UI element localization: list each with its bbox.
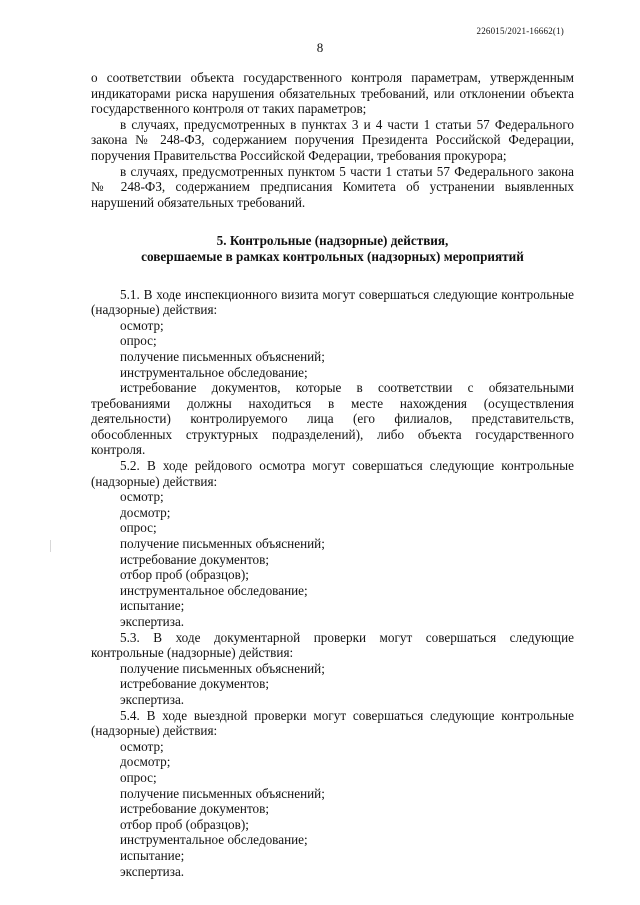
list-item: экспертиза. <box>120 691 185 707</box>
list-item: экспертиза. <box>120 614 185 629</box>
list-item: получение письменных объяснений; <box>120 536 325 552</box>
list-item: получение письменных объяснений; <box>120 785 325 801</box>
paragraph: о соответствии объекта государственного контроля параметрам, утвержденным индикаторами риска нарушения обязательных требований, или отклонении объекта государственного контроля от таких параметров; <box>91 70 574 117</box>
paragraph: в случаях, предусмотренных пунктом 5 части 1 статьи 57 Федерального закона № 248-ФЗ, содержанием предписания Комитета об устранении выявленных нарушений обязательных требований. <box>91 163 574 210</box>
document-body <box>91 70 574 879</box>
list-item: истребование документов; <box>120 551 270 567</box>
list-item: досмотр; <box>120 504 171 520</box>
list-item: испытание; <box>120 847 185 863</box>
list-item: инструментальное обследование; <box>120 364 308 380</box>
margin-mark <box>50 540 51 552</box>
paragraph: в случаях, предусмотренных в пунктах 3 и 4 части 1 статьи 57 Федерального закона № 248-ФЗ, содержанием поручения Президента Российской Федерации, поручения Правительства Российской Федерации, требования прокурора; <box>91 116 574 163</box>
clause-lead: 5.2. В ходе рейдового осмотра могут совершаться следующие контрольные (надзорные) действия: <box>91 458 574 489</box>
list-item: осмотр; <box>120 489 164 505</box>
list-item: инструментальное обследование; <box>120 832 308 848</box>
clause-lead: 5.3. В ходе документарной проверки могут совершаться следующие контрольные (надзорные) действия: <box>91 629 574 661</box>
list-item: истребование документов; <box>120 801 270 817</box>
document-id: 226015/2021-16662(1) <box>476 26 564 36</box>
list-item: досмотр; <box>120 754 171 770</box>
section-heading <box>91 233 574 264</box>
list-item: получение письменных объяснений; <box>120 660 325 676</box>
clause-lead: 5.4. В ходе выездной проверки могут совершаться следующие контрольные (надзорные) действия: <box>91 707 574 739</box>
clause-lead: 5.1. В ходе инспекционного визита могут совершаться следующие контрольные (надзорные) действия: <box>91 286 574 318</box>
list-item: отбор проб (образцов); <box>120 567 249 583</box>
list-item: экспертиза. <box>120 863 185 879</box>
section-heading-line: совершаемые в рамках контрольных (надзорных) мероприятий <box>141 248 524 264</box>
list-item: испытание; <box>120 598 185 614</box>
list-item: опрос; <box>120 333 157 349</box>
list-item: опрос; <box>120 520 157 536</box>
list-item: осмотр; <box>120 317 164 333</box>
page-number: 8 <box>316 40 324 55</box>
section-heading-line: 5. Контрольные (надзорные) действия, <box>216 233 449 249</box>
list-item: инструментальное обследование; <box>120 582 308 598</box>
list-item: истребование документов; <box>120 676 270 692</box>
list-item: опрос; <box>120 769 157 785</box>
list-item: отбор проб (образцов); <box>120 816 249 832</box>
list-item: получение письменных объяснений; <box>120 348 325 364</box>
list-item: истребование документов, которые в соответствии с обязательными требованиями должны находиться в месте нахождения (осуществления деятельности) контролируемого лица (его филиалов, представительств, обособленных структурных подразделений), либо объекта государственного контроля. <box>91 380 574 458</box>
list-item: осмотр; <box>120 738 164 754</box>
